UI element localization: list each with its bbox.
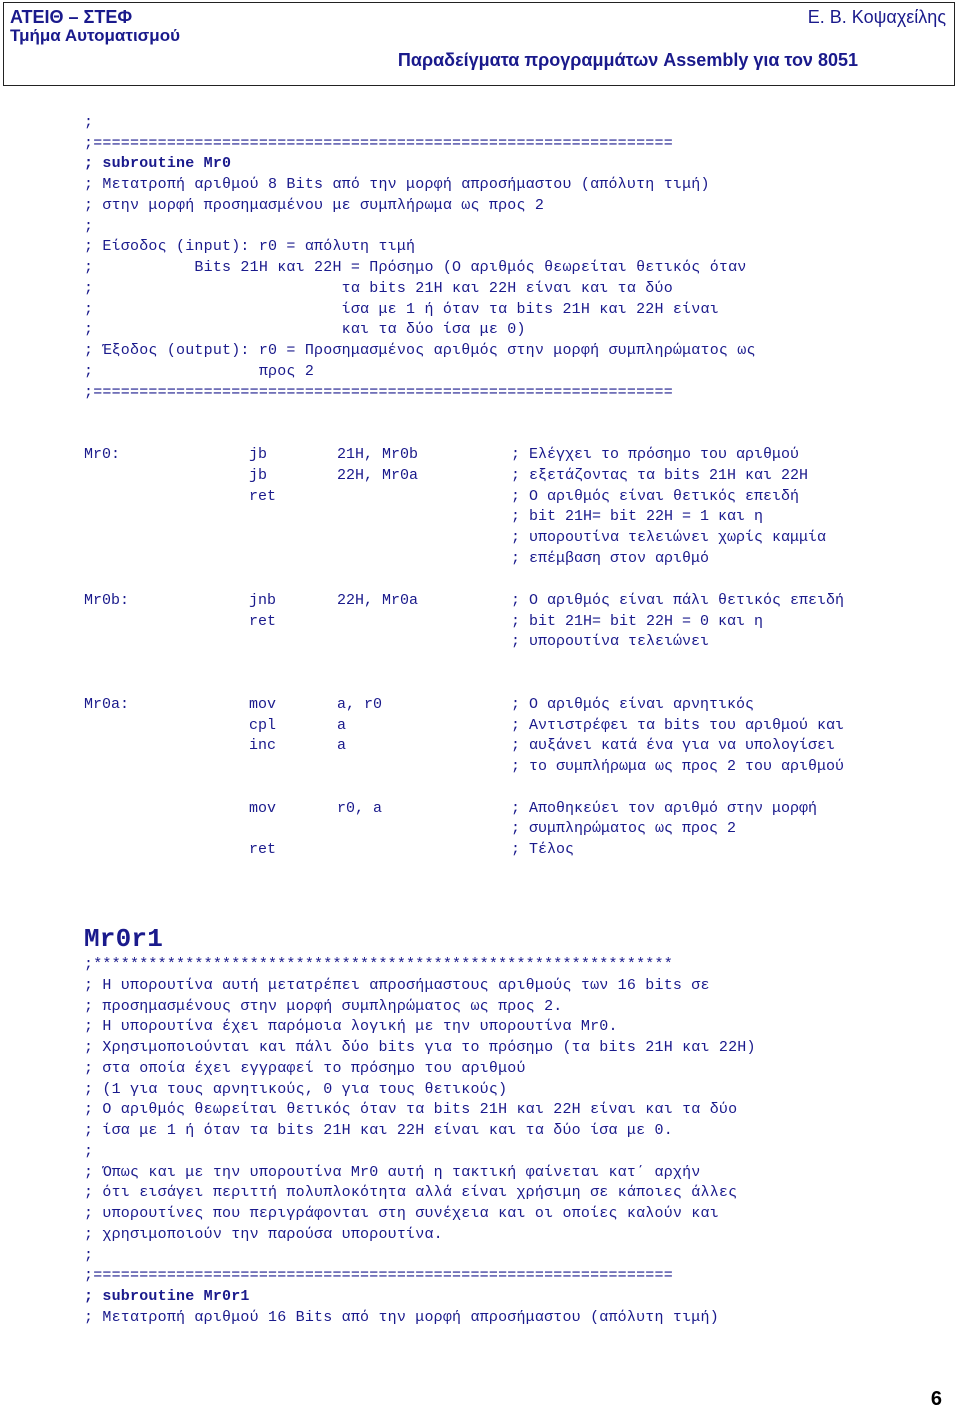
code-opcode: inc	[249, 737, 277, 754]
subroutine-name-line: ; subroutine Mr0	[84, 155, 232, 172]
code-comment: ; επέμβαση στον αριθμό	[511, 550, 710, 567]
code-operand: 21H, Mr0b	[337, 446, 419, 463]
comment-line: ; Χρησιμοποιούνται και πάλι δύο bits για το πρόσημο (τα bits 21H και 22H)	[84, 1039, 756, 1056]
comment-line: ; τα bits 21H και 22H είναι και τα δύο	[84, 280, 673, 297]
comment-line: ; ίσα με 1 ή όταν τα bits 21H και 22H είναι	[84, 301, 719, 318]
code-comment: ; Ο αριθμός είναι πάλι θετικός επειδή	[511, 592, 845, 609]
code-comment: ; Αντιστρέφει τα bits του αριθμού και	[511, 717, 845, 734]
comment-line: ; χρησιμοποιούν την παρούσα υπορουτίνα.	[84, 1226, 443, 1243]
comment-line: ;===============================================================	[84, 135, 673, 152]
code-operand: 22H, Mr0a	[337, 592, 419, 609]
comment-line: ; Η υπορουτίνα έχει παρόμοια λογική με την υπορουτίνα Mr0.	[84, 1018, 618, 1035]
code-operand: a	[337, 717, 347, 734]
comment-line: ; Έξοδος (output): r0 = Προσημασμένος αριθμός στην μορφή συμπληρώματος ως	[84, 342, 756, 359]
comment-line: ; στα οποία έχει εγγραφεί το πρόσημο του αριθμού	[84, 1060, 526, 1077]
section-title: Mr0r1	[84, 924, 164, 954]
comment-line: ; προς 2	[84, 363, 315, 380]
code-comment: ; Ο αριθμός είναι θετικός επειδή	[511, 488, 800, 505]
code-comment: ; Αποθηκεύει τον αριθμό στην μορφή	[511, 800, 818, 817]
code-operand: 22H, Mr0a	[337, 467, 419, 484]
comment-line: ;***************************************************************	[84, 956, 673, 973]
comment-line: ; (1 για τους αρνητικούς, 0 για τους θετικούς)	[84, 1081, 508, 1098]
code-opcode: ret	[249, 488, 277, 505]
header-department: Τμήμα Αυτοματισμού	[10, 26, 180, 45]
code-comment: ; Ελέγχει το πρόσημο του αριθμού	[511, 446, 800, 463]
code-opcode: jb	[249, 467, 268, 484]
code-opcode: mov	[249, 696, 277, 713]
code-opcode: jnb	[249, 592, 277, 609]
header-title: Παραδείγματα προγραμμάτων Assembly για τον 8051	[397, 50, 858, 70]
comment-line: ;	[84, 1247, 94, 1264]
code-comment: ; το συμπλήρωμα ως προς 2 του αριθμού	[511, 758, 845, 775]
comment-line: ; Η υπορουτίνα αυτή μετατρέπει απροσήμαστους αριθμούς των 16 bits σε	[84, 977, 710, 994]
page-number: 6	[930, 1388, 942, 1410]
code-label: Mr0b:	[84, 592, 130, 609]
code-comment: ; Τέλος	[511, 841, 575, 858]
subroutine-name-line: ; subroutine Mr0r1	[84, 1288, 250, 1305]
code-opcode: jb	[249, 446, 268, 463]
code-operand: a, r0	[337, 696, 383, 713]
code-comment: ; bit 21H= bit 22H = 1 και η	[511, 508, 764, 525]
code-label: Mr0:	[84, 446, 121, 463]
header-institution: ΑΤΕΙΘ – ΣΤΕΦ	[10, 7, 133, 27]
comment-line: ;	[84, 114, 94, 131]
comment-line: ;===============================================================	[84, 1267, 673, 1284]
comment-line: ;===============================================================	[84, 384, 673, 401]
code-comment: ; συμπληρώματος ως προς 2	[511, 820, 737, 837]
comment-line: ; Όπως και με την υπορουτίνα Mr0 αυτή η τακτική φαίνεται κατ΄ αρχήν	[84, 1164, 701, 1181]
comment-line: ; Μετατροπή αριθμού 8 Bits από την μορφή απροσήμαστου (απόλυτη τιμή)	[84, 176, 710, 193]
comment-line: ; προσημασμένους στην μορφή συμπληρώματος ως προς 2.	[84, 998, 563, 1015]
comment-line: ; ότι εισάγει περιττή πολυπλοκότητα αλλά είναι χρήσιμη σε κάποιες άλλες	[84, 1184, 738, 1201]
code-operand: r0, a	[337, 800, 383, 817]
comment-line: ; στην μορφή προσημασμένου με συμπλήρωμα ως προς 2	[84, 197, 545, 214]
comment-line: ; Ο αριθμός θεωρείται θετικός όταν τα bits 21H και 22H είναι και τα δύο	[84, 1101, 738, 1118]
comment-line: ; Μετατροπή αριθμού 16 Bits από την μορφή απροσήμαστου (απόλυτη τιμή)	[84, 1309, 719, 1326]
comment-line: ; Bits 21H και 22H = Πρόσημο (Ο αριθμός θεωρείται θετικός όταν	[84, 259, 747, 276]
code-comment: ; εξετάζοντας τα bits 21H και 22H	[511, 467, 809, 484]
code-opcode: ret	[249, 613, 277, 630]
page-header	[3, 2, 955, 86]
comment-line: ;	[84, 1143, 94, 1160]
code-opcode: mov	[249, 800, 277, 817]
code-opcode: cpl	[249, 717, 277, 734]
code-comment: ; υπορουτίνα τελειώνει	[511, 633, 710, 650]
header-author: Ε. Β. Κοψαχείλης	[807, 7, 946, 27]
comment-line: ; και τα δύο ίσα με 0)	[84, 321, 526, 338]
code-comment: ; αυξάνει κατά ένα για να υπολογίσει	[511, 737, 836, 754]
comment-line: ;	[84, 218, 94, 235]
code-opcode: ret	[249, 841, 277, 858]
comment-line: ; Είσοδος (input): r0 = απόλυτη τιμή	[84, 238, 416, 255]
code-operand: a	[337, 737, 347, 754]
code-comment: ; Ο αριθμός είναι αρνητικός	[511, 696, 755, 713]
comment-line: ; ίσα με 1 ή όταν τα bits 21H και 22H είναι και τα δύο ίσα με 0.	[84, 1122, 673, 1139]
code-comment: ; υπορουτίνα τελειώνει χωρίς καμμία	[511, 529, 827, 546]
comment-line: ; υπορουτίνες που περιγράφονται στη συνέχεια και οι οποίες καλούν και	[84, 1205, 719, 1222]
code-comment: ; bit 21H= bit 22H = 0 και η	[511, 613, 764, 630]
code-label: Mr0a:	[84, 696, 130, 713]
